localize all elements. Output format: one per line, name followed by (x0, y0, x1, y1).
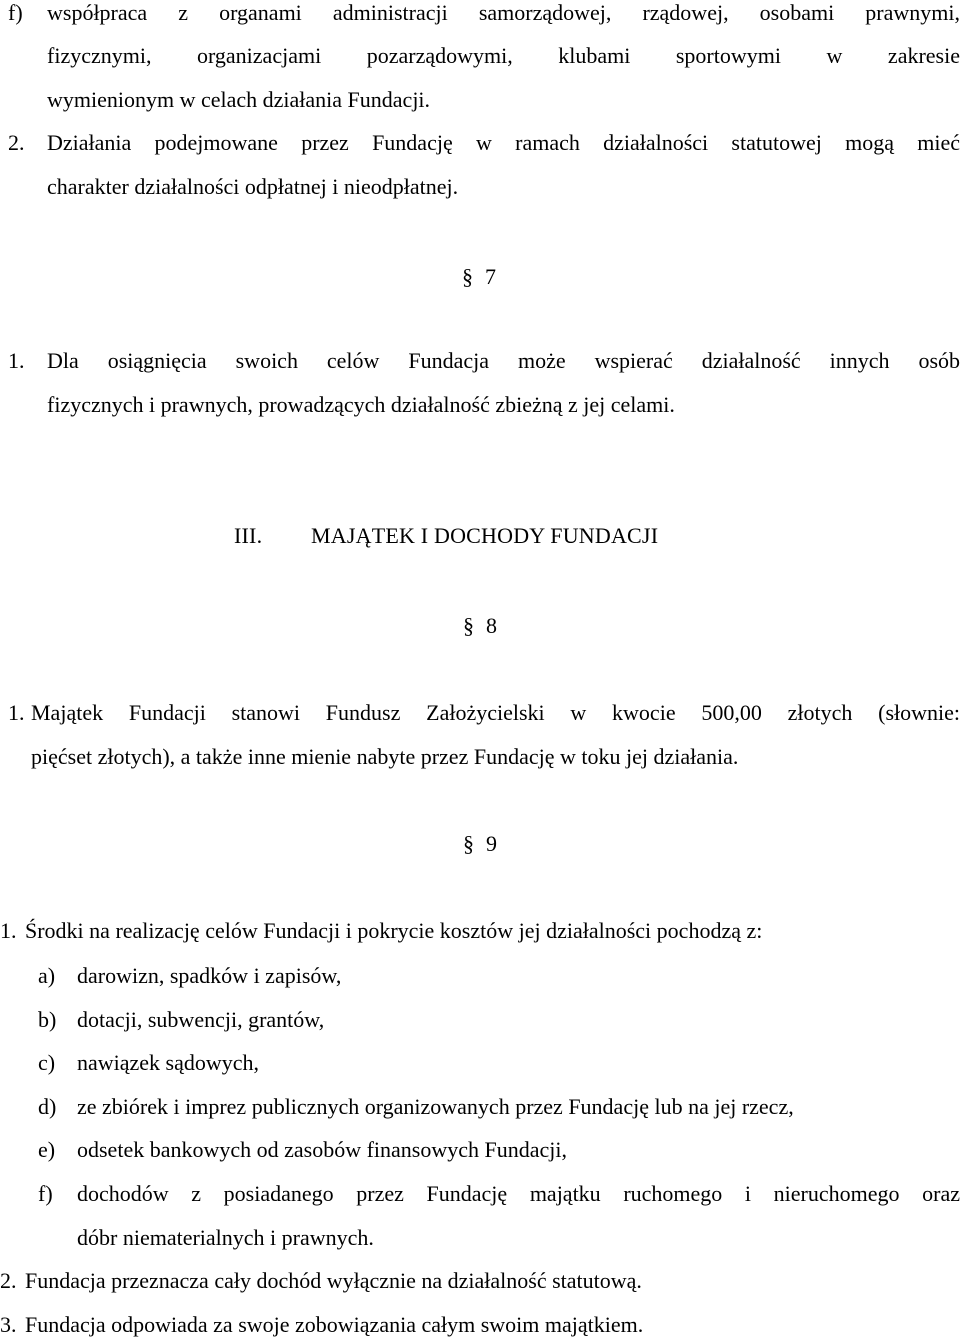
section-number: 8 (486, 613, 497, 638)
list-marker: b) (38, 1007, 57, 1032)
list-marker: 1. (8, 700, 25, 725)
list-item: dochodów z posiadanego przez Fundację majątku ruchomego i nieruchomego oraz (77, 1181, 960, 1206)
paragraph-line: wymienionym w celach działania Fundacji. (47, 87, 431, 112)
paragraph-line: fizycznych i prawnych, prowadzących działalność zbieżną z jej celami. (47, 392, 675, 417)
list-item-continuation: dóbr niematerialnych i prawnych. (77, 1225, 374, 1250)
list-marker: 3. (0, 1312, 17, 1337)
list-marker: 1. (8, 348, 25, 373)
list-marker: f) (38, 1181, 53, 1206)
list-marker: 2. (0, 1268, 17, 1293)
section-symbol: § (463, 831, 474, 856)
list-marker: 2. (8, 130, 25, 155)
list-marker: e) (38, 1137, 56, 1162)
section-number: 9 (486, 831, 497, 856)
list-item: dotacji, subwencji, grantów, (77, 1007, 325, 1032)
list-item: nawiązek sądowych, (77, 1050, 260, 1075)
list-marker: c) (38, 1050, 56, 1075)
list-marker: 1. (0, 918, 17, 943)
paragraph-line: współpraca z organami administracji samorządowej, rządowej, osobami prawnymi, (47, 0, 960, 25)
list-item: darowizn, spadków i zapisów, (77, 963, 342, 988)
paragraph-line: Dla osiągnięcia swoich celów Fundacja może wspierać działalność innych osób (47, 348, 960, 373)
section-symbol: § (463, 613, 474, 638)
paragraph-line: Fundacja przeznacza cały dochód wyłącznie na działalność statutową. (25, 1268, 642, 1293)
list-marker: d) (38, 1094, 57, 1119)
paragraph-line: pięćset złotych), a także inne mienie nabyte przez Fundację w toku jej działania. (31, 744, 739, 769)
section-number: 7 (485, 264, 496, 289)
paragraph-line: Środki na realizację celów Fundacji i pokrycie kosztów jej działalności pochodzą z: (25, 918, 763, 943)
list-marker: f) (8, 0, 23, 25)
chapter-number: III. (234, 523, 263, 548)
chapter-title: MAJĄTEK I DOCHODY FUNDACJI (311, 523, 659, 548)
list-item: ze zbiórek i imprez publicznych organizowanych przez Fundację lub na jej rzecz, (77, 1094, 794, 1119)
paragraph-line: Działania podejmowane przez Fundację w ramach działalności statutowej mogą mieć (47, 130, 960, 155)
section-symbol: § (462, 264, 473, 289)
paragraph-line: charakter działalności odpłatnej i nieodpłatnej. (47, 174, 459, 199)
paragraph-line: fizycznymi, organizacjami pozarządowymi, klubami sportowymi w zakresie (47, 43, 960, 68)
paragraph-line: Majątek Fundacji stanowi Fundusz Założycielski w kwocie 500,00 złotych (słownie: (31, 700, 960, 725)
list-marker: a) (38, 963, 56, 988)
paragraph-line: Fundacja odpowiada za swoje zobowiązania całym swoim majątkiem. (25, 1312, 644, 1337)
list-item: odsetek bankowych od zasobów finansowych Fundacji, (77, 1137, 568, 1162)
